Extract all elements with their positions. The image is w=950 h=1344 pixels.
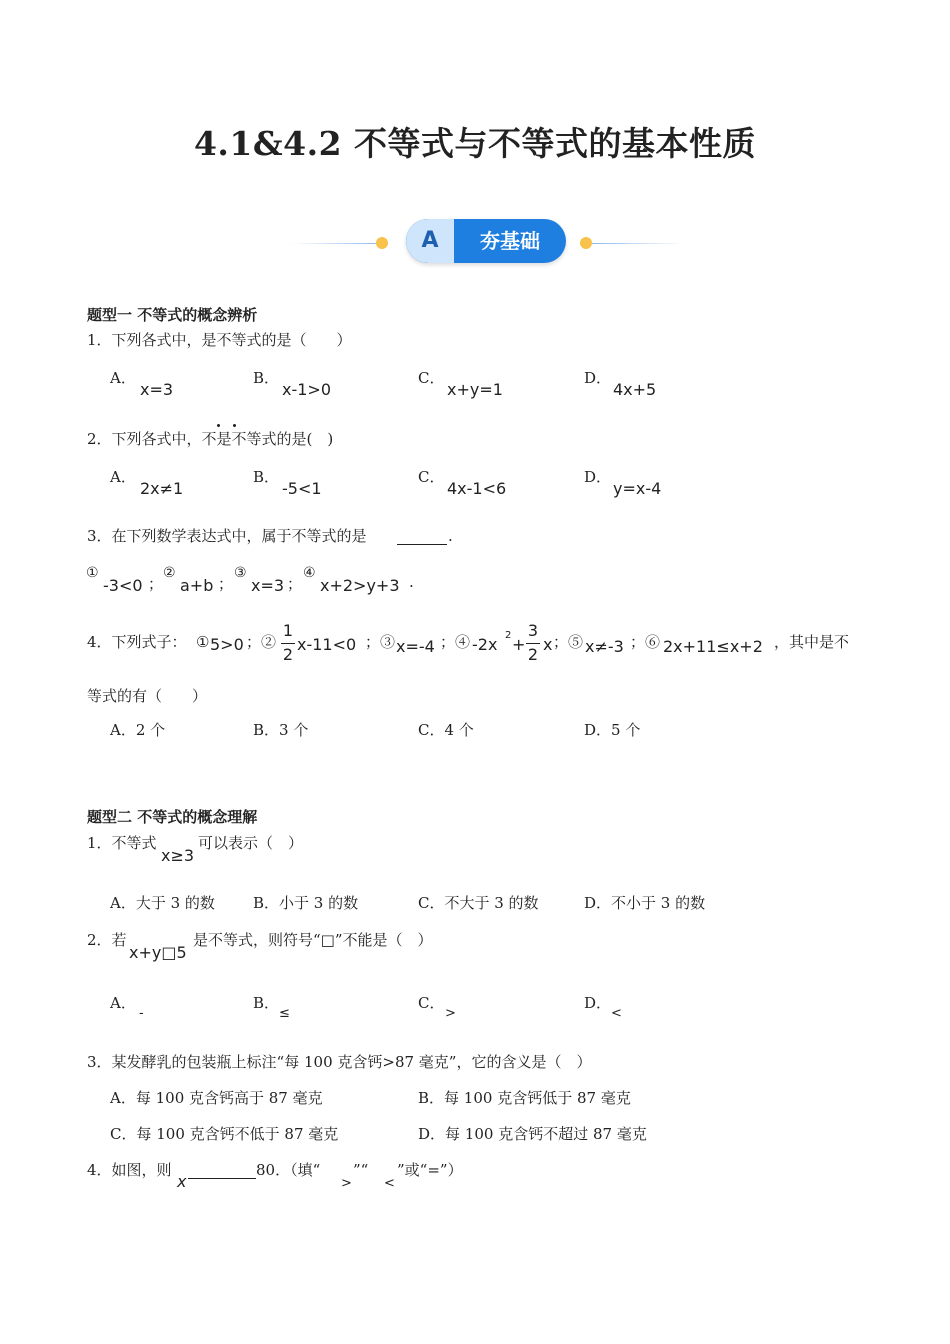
s1-q3-expr-1: -3<0 bbox=[103, 576, 143, 595]
s2-q4-stem-a: 4．如图，则 bbox=[87, 1161, 172, 1179]
s2-q2-optB-sym: ≤ bbox=[279, 1006, 290, 1021]
s1-q1-optD-expr: 4x+5 bbox=[613, 380, 657, 399]
banner-line-right bbox=[592, 243, 684, 244]
s1-q2-optB-label: B． bbox=[253, 468, 280, 486]
fraction-denominator: 2 bbox=[527, 645, 539, 664]
emphasis-dot bbox=[233, 424, 236, 427]
s1-q4-optB: B．3 个 bbox=[253, 721, 309, 739]
circled-4: ④ bbox=[303, 565, 316, 581]
greater-than-symbol: > bbox=[341, 1176, 352, 1191]
s1-q4-sep-5: ；⑤ bbox=[553, 633, 584, 651]
banner-letter: A bbox=[406, 219, 454, 263]
fraction-numerator: 3 bbox=[527, 621, 539, 640]
circled-1: ① bbox=[86, 565, 99, 581]
s1-q2-stem: 2．下列各式中，不是不等式的是( ) bbox=[87, 430, 334, 448]
answer-blank bbox=[397, 544, 447, 545]
s1-q4-expr-4b: x bbox=[543, 635, 553, 654]
s2-q1-optD: D．不小于 3 的数 bbox=[584, 894, 706, 912]
s2-q1-expr: x≥3 bbox=[161, 846, 195, 865]
circled-3: ③ bbox=[234, 565, 247, 581]
separator: ； bbox=[287, 575, 303, 593]
s1-q4-sep-3: ；③ bbox=[365, 633, 396, 651]
s1-q1-optB-label: B． bbox=[253, 369, 280, 387]
s2-q2-optA-sym: - bbox=[139, 1006, 144, 1021]
fraction-denominator: 2 bbox=[282, 645, 294, 664]
s1-q1-optC-label: C． bbox=[418, 369, 445, 387]
banner-dot-right bbox=[580, 237, 592, 249]
s2-q2-stem-b: 是不等式，则符号“□”不能是（ ） bbox=[193, 931, 433, 949]
s1-q2-optA-label: A． bbox=[110, 468, 136, 486]
s1-q4-expr-5: x≠-3 bbox=[585, 637, 624, 656]
s2-q2-optD-label: D． bbox=[584, 994, 612, 1012]
plus-sign: + bbox=[512, 635, 526, 654]
s1-q1-optD-label: D． bbox=[584, 369, 612, 387]
s2-q2-expr: x+y□5 bbox=[129, 943, 187, 962]
banner-text: 夯基础 bbox=[480, 229, 540, 253]
s1-q4-optD: D．5 个 bbox=[584, 721, 641, 739]
s2-q1-optA: A．大于 3 的数 bbox=[110, 894, 215, 912]
s1-q4-optC: C．4 个 bbox=[418, 721, 474, 739]
s1-q3-expr-3: x=3 bbox=[251, 576, 285, 595]
section-banner bbox=[290, 216, 690, 268]
s2-q3-stem: 3．某发酵乳的包装瓶上标注“每 100 克含钙>87 毫克”，它的含义是（ ） bbox=[87, 1053, 592, 1071]
s2-q4-stem-c: ”或“=”） bbox=[397, 1161, 463, 1179]
separator: ； bbox=[148, 575, 164, 593]
s2-q4-var: x bbox=[177, 1172, 187, 1191]
fraction-bar bbox=[281, 643, 295, 644]
s1-q4-expr-4a: -2x bbox=[472, 635, 498, 654]
s2-q1-optB: B．小于 3 的数 bbox=[253, 894, 359, 912]
fraction-numerator: 1 bbox=[282, 621, 294, 640]
s2-q3-optC: C．每 100 克含钙不低于 87 毫克 bbox=[110, 1125, 339, 1143]
s2-q4-mid: ”“ bbox=[353, 1161, 369, 1179]
s2-q2-optD-sym: < bbox=[611, 1006, 622, 1021]
banner-pill bbox=[406, 219, 566, 263]
s2-q1-optC: C．不大于 3 的数 bbox=[418, 894, 539, 912]
s1-q1-optA-expr: x=3 bbox=[140, 380, 174, 399]
s1-q1-stem: 1．下列各式中，是不等式的是（ ） bbox=[87, 331, 352, 349]
s1-q4-optA: A．2 个 bbox=[110, 721, 166, 739]
s1-q2-optA-expr: 2x≠1 bbox=[140, 479, 184, 498]
s2-q1-stem-a: 1．不等式 bbox=[87, 834, 157, 852]
s1-q3-stem: 3．在下列数学表达式中，属于不等式的是 bbox=[87, 527, 367, 545]
s2-q2-optB-label: B． bbox=[253, 994, 280, 1012]
s1-q2-optC-expr: 4x-1<6 bbox=[447, 479, 507, 498]
fraction-bar bbox=[526, 643, 540, 644]
s1-q4-sep-4: ；④ bbox=[440, 633, 471, 651]
emphasis-dot bbox=[217, 424, 220, 427]
s2-q3-optB: B．每 100 克含钙低于 87 毫克 bbox=[418, 1089, 631, 1107]
answer-blank bbox=[188, 1178, 256, 1179]
s1-q4-tail: ，其中是不 bbox=[774, 633, 850, 651]
s1-q2-optC-label: C． bbox=[418, 468, 445, 486]
s1-q1-optA-label: A． bbox=[110, 369, 136, 387]
section2-heading: 题型二 不等式的概念理解 bbox=[87, 808, 258, 826]
s1-q2-optB-expr: -5<1 bbox=[282, 479, 322, 498]
s2-q2-optA-label: A． bbox=[110, 994, 136, 1012]
s1-q2-optD-expr: y=x-4 bbox=[613, 479, 662, 498]
less-than-symbol: < bbox=[384, 1176, 395, 1191]
s1-q3-expr-2: a+b bbox=[180, 576, 214, 595]
s1-q4-prefix: 4．下列式子： bbox=[87, 633, 187, 651]
s1-q3-period: . bbox=[448, 527, 453, 545]
s1-q4-expr-2: x-11<0 bbox=[297, 635, 357, 654]
section1-heading: 题型一 不等式的概念辨析 bbox=[87, 306, 258, 324]
circled-2: ② bbox=[163, 565, 176, 581]
s1-q3-end: . bbox=[409, 573, 414, 591]
separator: ； bbox=[218, 575, 234, 593]
s2-q1-stem-b: 可以表示（ ） bbox=[198, 834, 304, 852]
s2-q4-stem-b: 80．（填“ bbox=[256, 1161, 321, 1179]
s1-q1-optB-expr: x-1>0 bbox=[282, 380, 332, 399]
s2-q2-optC-sym: > bbox=[445, 1006, 456, 1021]
s2-q2-stem-a: 2．若 bbox=[87, 931, 127, 949]
superscript: 2 bbox=[505, 630, 512, 641]
s1-q2-optD-label: D． bbox=[584, 468, 612, 486]
s1-q1-optC-expr: x+y=1 bbox=[447, 380, 503, 399]
s1-q4-sep-2: ；② bbox=[246, 633, 277, 651]
banner-dot-left bbox=[376, 237, 388, 249]
s1-q4-sep-6: ；⑥ bbox=[630, 633, 661, 651]
circled-1: ① bbox=[196, 633, 210, 651]
s2-q2-optC-label: C． bbox=[418, 994, 445, 1012]
s1-q4-expr-6: 2x+11≤x+2 bbox=[663, 637, 763, 656]
s2-q3-optA: A．每 100 克含钙高于 87 毫克 bbox=[110, 1089, 323, 1107]
banner-line-left bbox=[290, 243, 382, 244]
s2-q3-optD: D．每 100 克含钙不超过 87 毫克 bbox=[418, 1125, 647, 1143]
page-title: 4.1&4.2 不等式与不等式的基本性质 bbox=[193, 124, 757, 163]
s1-q4-line2: 等式的有（ ） bbox=[87, 687, 208, 705]
s1-q4-expr-3: x=-4 bbox=[396, 637, 435, 656]
s1-q4-expr-1: 5>0 bbox=[210, 635, 244, 654]
s1-q3-expr-4: x+2>y+3 bbox=[320, 576, 400, 595]
